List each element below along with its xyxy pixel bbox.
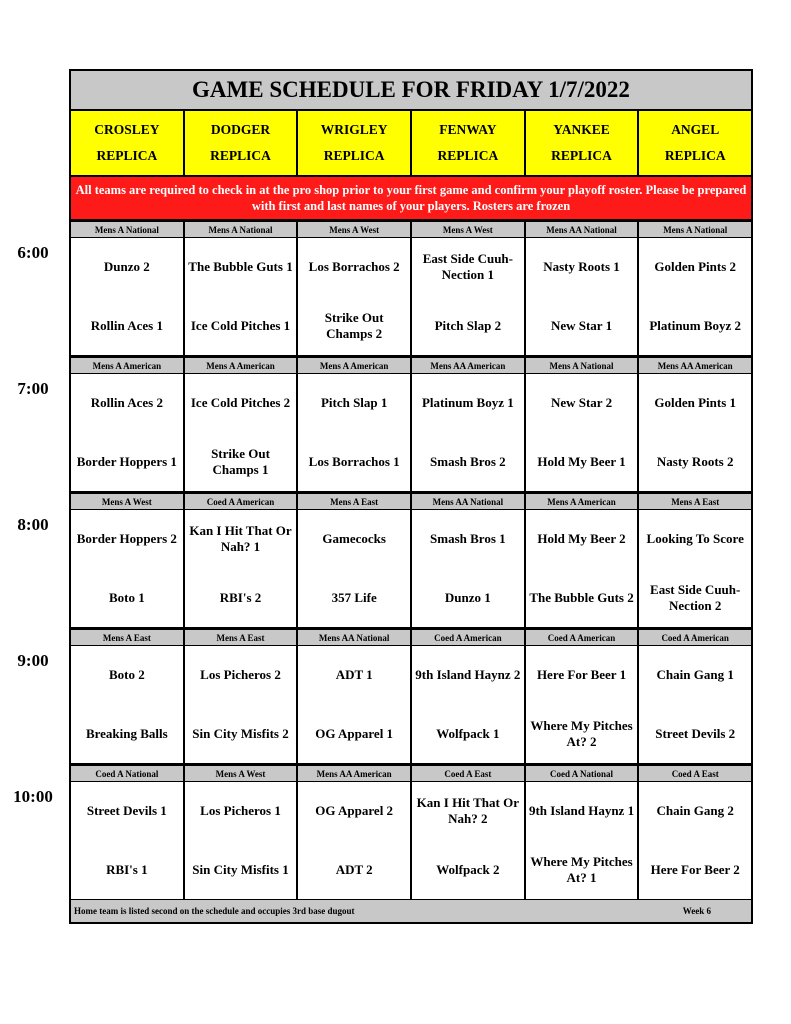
division-label: Coed A American: [185, 494, 299, 509]
home-team: Dunzo 1: [444, 589, 491, 605]
game-cell: [185, 510, 299, 629]
away-team: Street Devils 1: [86, 803, 167, 819]
games-row: [71, 782, 751, 901]
home-team: 357 Life: [331, 589, 377, 605]
away-team: Rollin Aces 2: [90, 395, 163, 411]
home-team: Sin City Misfits 1: [192, 861, 289, 877]
game-cell: [526, 374, 640, 493]
division-label: Mens A National: [663, 224, 728, 235]
field-name: ANGEL: [671, 122, 720, 137]
game-cell: [71, 374, 185, 493]
home-team: Where My Pitches At? 1: [530, 853, 633, 885]
game-cell: [298, 238, 412, 357]
games-row: [71, 646, 751, 765]
away-team: Kan I Hit That Or Nah? 1: [189, 523, 292, 555]
game-cell: [412, 374, 526, 493]
division-label: Coed A East: [671, 768, 719, 779]
away-team: Pitch Slap 1: [320, 395, 388, 411]
game-cell: [412, 238, 526, 357]
division-label: Mens AA American: [657, 360, 733, 371]
time-label: 10:00: [13, 787, 53, 806]
time-slot-block: [71, 357, 751, 493]
away-team: Smash Bros 1: [430, 531, 506, 547]
field-header: [639, 111, 751, 175]
time-label: 6:00: [17, 243, 49, 262]
away-team: East Side Cuuh-Nection 1: [422, 251, 513, 283]
schedule-title: GAME SCHEDULE FOR FRIDAY 1/7/2022: [71, 71, 751, 111]
home-team: The Bubble Guts 2: [529, 589, 634, 605]
game-cell: [526, 646, 640, 765]
away-team: New Star 2: [550, 395, 613, 411]
home-team: OG Apparel 1: [315, 725, 394, 741]
game-cell: [412, 510, 526, 629]
game-cell: [412, 782, 526, 901]
games-row: [71, 238, 751, 357]
game-cell: [185, 782, 299, 901]
away-team: ADT 1: [335, 667, 373, 683]
away-team: Los Picheros 2: [200, 667, 281, 683]
field-sub: REPLICA: [323, 148, 385, 163]
home-team: Los Borrachos 1: [308, 453, 400, 469]
division-row: [71, 493, 751, 510]
home-team: Nasty Roots 2: [656, 453, 734, 469]
game-cell: [526, 782, 640, 901]
division-label: Mens AA National: [298, 630, 412, 645]
game-cell: [185, 238, 299, 357]
field-name: WRIGLEY: [320, 122, 388, 137]
field-header: [298, 111, 412, 175]
division-label: Mens A West: [298, 222, 412, 237]
division-label: Coed A American: [412, 630, 526, 645]
division-label: Coed A National: [71, 766, 185, 781]
field-sub: REPLICA: [437, 148, 499, 163]
field-name: YANKEE: [553, 122, 610, 137]
division-label: Mens A National: [526, 358, 640, 373]
games-row: [71, 510, 751, 629]
division-label: Mens A West: [412, 222, 526, 237]
game-cell: [639, 374, 751, 493]
home-team: Sin City Misfits 2: [192, 725, 289, 741]
week-label: Week 6: [682, 906, 711, 916]
time-slot-block: [71, 629, 751, 765]
away-team: Kan I Hit That Or Nah? 2: [416, 795, 520, 827]
division-label: Mens A American: [185, 358, 299, 373]
home-team: Here For Beer 2: [650, 861, 740, 877]
home-team: Strike Out Champs 1: [211, 445, 270, 477]
division-label: Mens A East: [671, 496, 720, 507]
game-cell: [639, 238, 751, 357]
away-team: Here For Beer 1: [536, 667, 627, 683]
division-label: Coed A American: [661, 632, 729, 643]
time-slot-block: [71, 493, 751, 629]
home-team: Pitch Slap 2: [434, 317, 502, 333]
division-label: Mens AA National: [412, 494, 526, 509]
game-cell: [298, 510, 412, 629]
away-team: OG Apparel 2: [315, 803, 394, 819]
game-cell: [639, 646, 751, 765]
game-cell: [71, 782, 185, 901]
division-label: Mens A American: [71, 358, 185, 373]
away-team: Dunzo 2: [103, 259, 150, 275]
game-cell: [412, 646, 526, 765]
division-row: [71, 765, 751, 782]
division-label: Mens A National: [185, 222, 299, 237]
division-label: Mens A East: [298, 494, 412, 509]
time-slot-block: [71, 221, 751, 357]
field-name: FENWAY: [439, 122, 497, 137]
game-cell: [185, 646, 299, 765]
game-cell: [526, 510, 640, 629]
home-team: Wolfpack 1: [436, 725, 500, 741]
division-label: Mens A East: [71, 630, 185, 645]
schedule-table: [69, 69, 753, 924]
division-label: Mens A American: [298, 358, 412, 373]
division-label: Mens AA American: [412, 358, 526, 373]
away-team: Golden Pints 2: [654, 259, 736, 275]
away-team: Chain Gang 2: [656, 803, 734, 819]
division-label: Mens AA American: [298, 766, 412, 781]
away-team: Boto 2: [108, 667, 145, 683]
game-cell: [639, 510, 751, 629]
game-cell: [639, 782, 751, 901]
field-name: DODGER: [210, 122, 271, 137]
division-label: Mens A West: [185, 766, 299, 781]
away-team: Los Picheros 1: [200, 803, 281, 819]
home-team: Where My Pitches At? 2: [530, 717, 633, 749]
home-team: ADT 2: [335, 861, 373, 877]
home-team: Ice Cold Pitches 1: [190, 317, 291, 333]
field-header: [412, 111, 526, 175]
division-label: Mens A East: [185, 630, 299, 645]
game-cell: [298, 782, 412, 901]
away-team: Ice Cold Pitches 2: [190, 395, 291, 411]
game-cell: [71, 238, 185, 357]
division-row: [71, 221, 751, 238]
division-row: [71, 357, 751, 374]
field-sub: REPLICA: [664, 148, 726, 163]
away-team: The Bubble Guts 1: [188, 259, 293, 275]
home-team: Rollin Aces 1: [90, 317, 163, 333]
home-team: Boto 1: [108, 589, 145, 605]
time-label: 7:00: [17, 379, 49, 398]
field-sub: REPLICA: [96, 148, 158, 163]
division-label: Mens A West: [71, 494, 185, 509]
away-team: 9th Island Haynz 1: [528, 803, 635, 819]
game-cell: [298, 646, 412, 765]
home-team: RBI's 2: [219, 589, 262, 605]
time-label: 8:00: [17, 515, 49, 534]
home-team-note: Home team is listed second on the schedule and occupies 3rd base dugout: [74, 906, 355, 916]
home-team: East Side Cuuh-Nection 2: [650, 581, 741, 613]
field-header: [526, 111, 640, 175]
away-team: Hold My Beer 2: [537, 531, 626, 547]
division-row: [71, 629, 751, 646]
field-sub: REPLICA: [210, 148, 271, 163]
home-team: Breaking Balls: [85, 725, 168, 741]
home-team: Hold My Beer 1: [537, 453, 626, 469]
away-team: 9th Island Haynz 2: [415, 667, 521, 683]
away-team: Los Borrachos 2: [308, 259, 400, 275]
game-cell: [298, 374, 412, 493]
away-team: Chain Gang 1: [656, 667, 734, 683]
game-cell: [526, 238, 640, 357]
games-row: [71, 374, 751, 493]
schedule-footer: [71, 900, 751, 922]
away-team: Border Hoppers 2: [76, 531, 177, 547]
division-label: Mens A National: [71, 222, 185, 237]
away-team: Platinum Boyz 1: [421, 395, 514, 411]
field-sub: REPLICA: [551, 148, 612, 163]
away-team: Gamecocks: [322, 531, 386, 547]
away-team: Nasty Roots 1: [543, 259, 620, 275]
field-name: CROSLEY: [94, 122, 160, 137]
home-team: Border Hoppers 1: [76, 453, 177, 469]
home-team: New Star 1: [550, 317, 613, 333]
game-cell: [71, 510, 185, 629]
home-team: RBI's 1: [106, 861, 148, 877]
home-team: Smash Bros 2: [430, 453, 506, 469]
away-team: Golden Pints 1: [654, 395, 736, 411]
home-team: Strike Out Champs 2: [324, 309, 384, 341]
division-label: Mens A American: [526, 494, 640, 509]
field-header: [71, 111, 185, 175]
time-slot-block: [71, 765, 751, 901]
division-label: Mens AA National: [526, 222, 640, 237]
field-header-row: [71, 111, 751, 177]
home-team: Street Devils 2: [655, 725, 736, 741]
game-cell: [71, 646, 185, 765]
home-team: Wolfpack 2: [436, 861, 500, 877]
check-in-notice: All teams are required to check in at the pro shop prior to your first game and confirm your playoff roster. Please be prepared with first and last names of your players. Rosters are frozen: [71, 177, 751, 221]
game-cell: [185, 374, 299, 493]
division-label: Coed A National: [526, 766, 640, 781]
division-label: Coed A East: [412, 766, 526, 781]
time-label: 9:00: [17, 651, 49, 670]
field-header: [185, 111, 299, 175]
division-label: Coed A American: [526, 630, 640, 645]
away-team: Looking To Score: [646, 531, 744, 547]
home-team: Platinum Boyz 2: [649, 317, 742, 333]
